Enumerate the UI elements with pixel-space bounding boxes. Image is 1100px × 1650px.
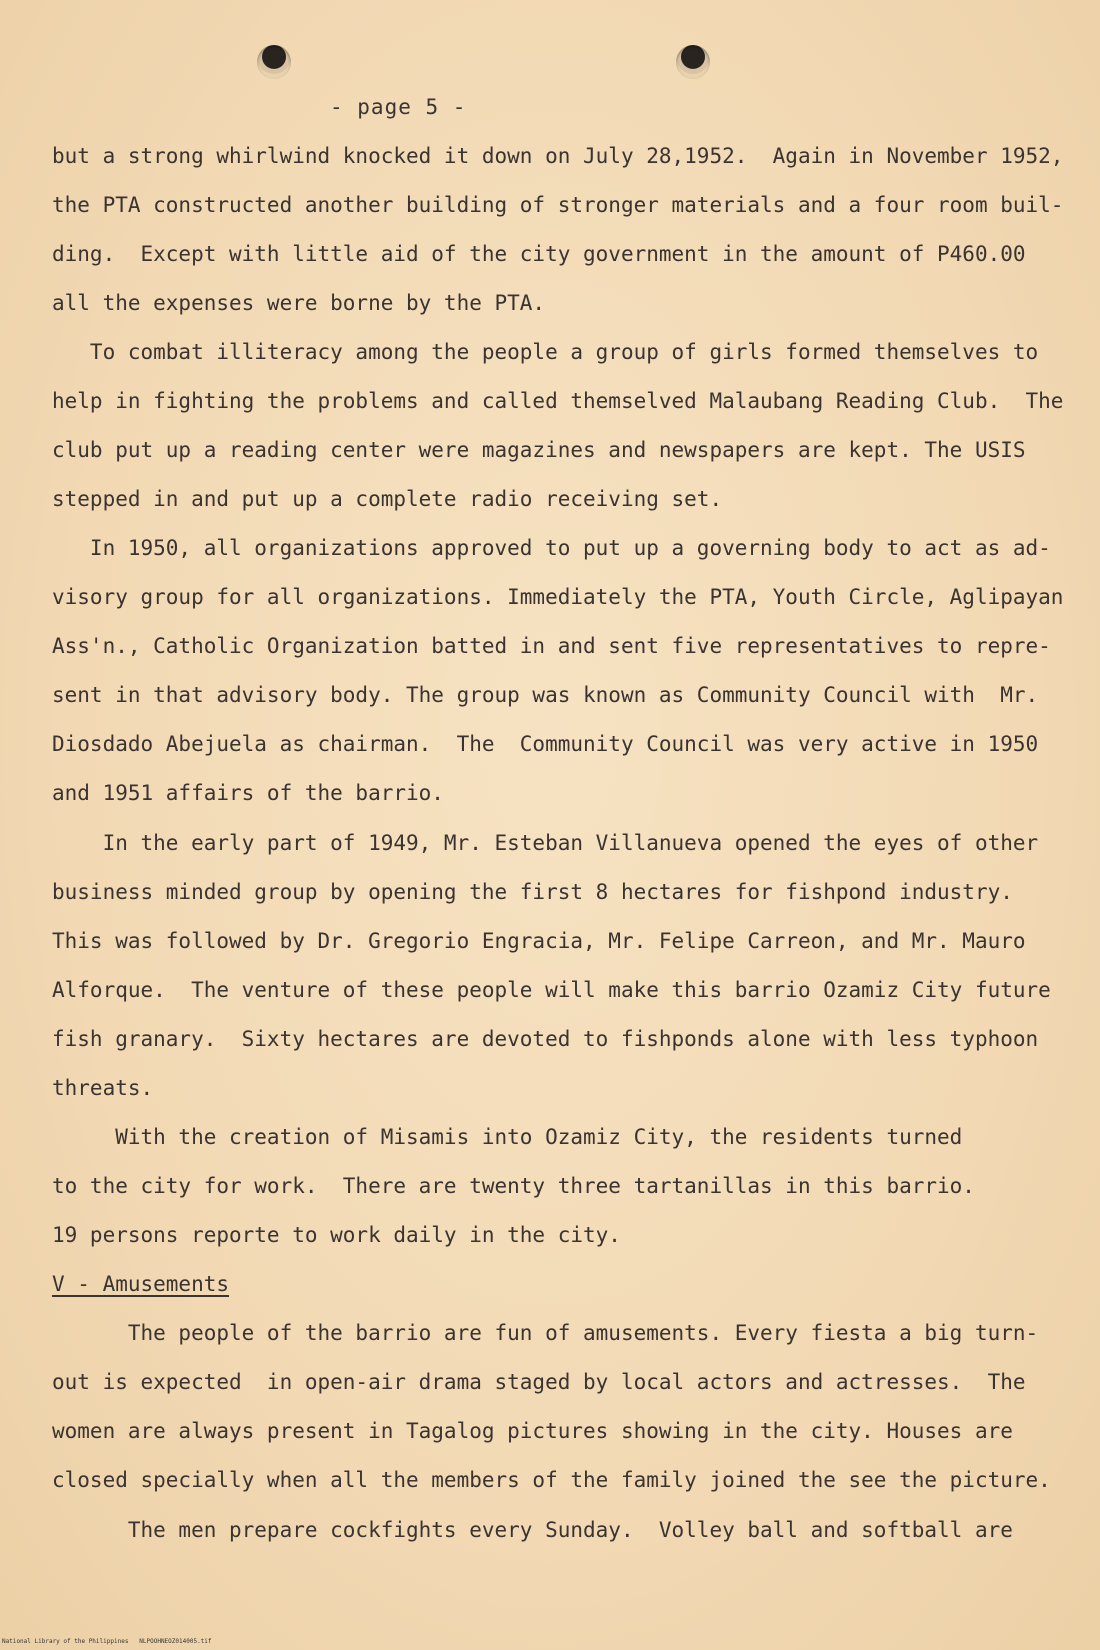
text-line: sent in that advisory body. The group was known as Community Council with Mr.: [52, 683, 1039, 707]
text-line: With the creation of Misamis into Ozamiz City, the residents turned: [52, 1125, 963, 1149]
text-line: to the city for work. There are twenty three tartanillas in this barrio.: [52, 1174, 975, 1198]
text-line: visory group for all organizations. Immediately the PTA, Youth Circle, Aglipayan: [52, 585, 1064, 609]
text-line: women are always present in Tagalog pictures showing in the city. Houses are: [52, 1419, 1013, 1443]
text-line: club put up a reading center were magazines and newspapers are kept. The USIS: [52, 438, 1026, 462]
text-line: The men prepare cockfights every Sunday. Volley ball and softball are: [52, 1518, 1013, 1542]
text-line: In 1950, all organizations approved to put up a governing body to act as ad-: [52, 536, 1051, 560]
page-number: - page 5 -: [330, 95, 467, 119]
text-line: ding. Except with little aid of the city government in the amount of P460.00: [52, 242, 1026, 266]
text-line: Diosdado Abejuela as chairman. The Community Council was very active in 1950: [52, 732, 1039, 756]
text-line: threats.: [52, 1076, 154, 1100]
text-line: stepped in and put up a complete radio receiving set.: [52, 487, 723, 511]
scan-footer: National Library of the Philippines NLPOOHNEOZ014005.tif: [2, 1638, 212, 1645]
text-line: closed specially when all the members of the family joined the see the picture.: [52, 1468, 1051, 1492]
punch-hole-right: [676, 45, 710, 79]
text-line: To combat illiteracy among the people a group of girls formed themselves to: [52, 340, 1039, 364]
text-line: The people of the barrio are fun of amusements. Every fiesta a big turn-: [52, 1321, 1039, 1345]
section-heading: V - Amusements: [52, 1272, 230, 1296]
text-line: In the early part of 1949, Mr. Esteban Villanueva opened the eyes of other: [52, 831, 1039, 855]
text-line: fish granary. Sixty hectares are devoted to fishponds alone with less typhoon: [52, 1027, 1039, 1051]
text-line: This was followed by Dr. Gregorio Engracia, Mr. Felipe Carreon, and Mr. Mauro: [52, 929, 1026, 953]
text-line: Alforque. The venture of these people will make this barrio Ozamiz City future: [52, 978, 1051, 1002]
text-line: out is expected in open-air drama staged by local actors and actresses. The: [52, 1370, 1026, 1394]
text-line: all the expenses were borne by the PTA.: [52, 291, 546, 315]
text-line: business minded group by opening the first 8 hectares for fishpond industry.: [52, 880, 1013, 904]
punch-hole-left: [257, 45, 291, 79]
text-line: Ass'n., Catholic Organization batted in and sent five representatives to repre-: [52, 634, 1051, 658]
text-line: 19 persons reporte to work daily in the city.: [52, 1223, 621, 1247]
text-line: but a strong whirlwind knocked it down on July 28,1952. Again in November 1952,: [52, 144, 1064, 168]
text-line: and 1951 affairs of the barrio.: [52, 781, 444, 805]
text-line: help in fighting the problems and called themselved Malaubang Reading Club. The: [52, 389, 1064, 413]
text-line: the PTA constructed another building of stronger materials and a four room buil-: [52, 193, 1064, 217]
